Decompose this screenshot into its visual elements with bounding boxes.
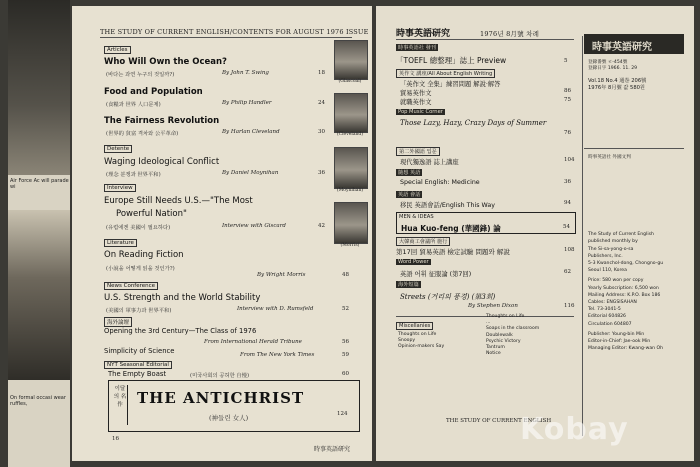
misc-item: Tantrum [486,345,505,351]
section-misc: Miscellanies [396,322,433,330]
section-news: News Conference [104,282,158,290]
masthead-line: 1976年 8月號 값 580원 [588,84,645,91]
section-label: 大韓商工會議所 施行 [396,237,450,246]
portrait-photo [334,202,368,244]
misc-right-list [486,314,539,357]
entry-title: Simplicity of Science [104,347,175,355]
photo-officer [8,0,70,175]
item-page: 108 [564,247,575,253]
entry-title: U.S. Strength and the World Stability [104,293,261,303]
contents-left-page [72,6,372,461]
item-title: Special English: Medicine [400,179,480,186]
strip-caption-1: Air Force Ac will parade wi [10,178,69,190]
adjacent-page-strip [8,0,70,467]
entry-author: From The New York Times [240,352,315,358]
entry-author: By Wright Morris [257,272,306,278]
entry-page: 48 [342,272,349,278]
entry-title-cont: Powerful Nation" [116,209,187,219]
entry-sub: (食糧과 世界 人口문제) [106,102,161,108]
item-page: 75 [564,97,571,103]
entry-page: 52 [342,306,349,312]
side-line: The Si-sa-yong-o-sa [588,246,634,252]
photo-woman [8,210,70,380]
item-title: 「TOEFL 總整理」誌上 Preview [396,56,507,65]
misc-item: Opinion-makers Say [398,344,445,350]
side-line: Mailing Address: K.P.O. Box 186 [588,292,661,298]
item-title: 移民 英語會話/English This Way [400,202,495,209]
strip-caption-2: On formal occasi wear ruffles, [10,395,66,407]
portrait-caption: (Moynihan) [336,188,364,193]
entry-sub: (理念 분쟁과 世界平和) [106,172,161,178]
item-title: 「英作文 全集」練習問題 解說·解答 [400,81,501,88]
column-divider [582,36,583,436]
misc-item: Notice [486,351,501,357]
side-line: published monthly by [588,239,638,245]
entry-page: 56 [342,339,349,345]
item-page: 62 [564,269,571,275]
men-ideas-box [396,212,576,234]
antichrist-page: 124 [337,411,348,417]
side-line: Publishers, Inc. [588,253,623,259]
item-author: By Stephen Dixon [468,303,518,309]
masthead-box [584,34,684,54]
side-line: Tel. 73-3041-5 [588,307,621,313]
side-line: 時事英語社 外國文判 [588,155,631,160]
entry-page: 30 [318,129,325,135]
section-label: 英作文 講座/All About English Writing [396,69,495,78]
entry-title: The Fairness Revolution [104,116,220,126]
entry-title: Waging Ideological Conflict [104,157,220,167]
entry-title: On Reading Fiction [104,250,184,260]
misc-item: Thoughts on Life [398,332,437,337]
side-line: Seoul 110, Korea [588,268,627,274]
entry-page: 18 [318,70,325,76]
item-page: 116 [564,303,575,309]
section-label: 隨想 英語 [398,170,421,176]
entry-title: Opening the 3rd Century—The Class of 1976 [104,327,257,335]
side-line: Editor-in-Chief: Jae-ook Min [588,339,651,345]
side-line: Managing Editor: Kwang-wan Oh [588,346,664,352]
portrait-photo [334,40,368,80]
item-title: Streets (거리의 풍경) (第3회) [400,293,496,301]
antichrist-title: THE ANTICHRIST [137,389,305,407]
entry-author: From International Herald Tribune [204,339,302,345]
entry-sub: (世界的 貧富 격차와 公平革命) [106,131,179,137]
item-title: Hua Kuo-feng (華國鋒) 論 [401,224,501,233]
right-header-title: 時事英語研究 [396,29,451,39]
item-title: 貿易英作文 [400,90,432,97]
entry-page: 36 [318,170,325,176]
side-rule [584,148,684,149]
masthead-line: 登錄番號 ㄹ-454號 [588,60,628,65]
section-label: Pop Music Corner [398,109,443,115]
side-line: Cables: ENGSISAHAN [588,300,637,306]
masthead-title: 時事英語研究 [592,42,652,53]
portrait-photo [334,93,368,133]
section-label: MEN & IDEAS [399,214,434,220]
masthead-line: Vol.18 No.4 通巻 206號 [588,78,647,85]
item-title: 現代獨逸語 誌上講座 [400,159,459,166]
antichrist-sub: (神들린 女人) [209,414,249,422]
entry-title: The Empty Boast [108,370,167,378]
entry-author: By Philip Handler [222,100,272,106]
entry-sub: (小說을 어떻게 읽을 것인가?) [106,266,175,272]
section-label: Word Power [398,259,429,265]
entry-sub: (바다는 과연 누구의 것일까?) [106,72,175,78]
antichrist-label: 이달의 名作 [113,385,128,425]
item-page: 54 [563,224,570,230]
misc-item: Psychic Victory [486,338,521,344]
page-number-left: 16 [112,436,119,442]
footer-magazine-right: THE STUDY OF CURRENT ENGLISH [446,418,552,424]
item-page: 76 [564,130,571,136]
item-page: 94 [564,200,571,206]
entry-sub: (미국사회의 공허한 自慢) [190,373,250,379]
page-header: THE STUDY OF CURRENT ENGLISH/CONTENTS FOR AUGUST 1976 ISSUE [100,28,369,36]
footer-magazine: 時事英語研究 [314,446,351,453]
item-title: 第17回 貿易英語 檢定試驗 問題와 解說 [396,248,510,256]
side-line: Editorial 604826 [588,314,626,320]
item-title: 就職英作文 [400,99,432,106]
right-header-rule [396,39,574,40]
entry-author: Interview with D. Rumsfeld [237,306,314,312]
misc-item: Thoughts on Life [486,314,525,319]
side-line: The Study of Current English [588,232,654,238]
entry-page: 60 [342,371,349,377]
section-literature: Literature [104,239,137,247]
entry-page: 42 [318,223,325,229]
section-label: 時事英語社 發刊 [398,45,436,51]
misc-rule [396,316,574,317]
portrait-caption: (Glascoal) [338,79,362,84]
side-line: Publisher: Young-bin Min [588,331,645,337]
entry-author: Interview with Giscard [222,223,286,229]
item-page: 86 [564,88,571,94]
misc-item: Snoopy [398,338,416,344]
item-page: 36 [564,179,571,185]
entry-sub: (유럽에겐 美國이 필요하다) [106,225,171,231]
masthead-info [588,60,646,91]
section-label: 第二外國語 입문 [396,147,440,156]
item-title: Those Lazy, Hazy, Crazy Days of Summer [400,119,547,127]
publisher-column [588,154,663,352]
entry-page: 59 [342,352,349,358]
misc-item: ... [486,320,491,326]
section-nyt: NYT Seasonal Editorial [104,361,172,369]
misc-item: Doublewalk [486,332,513,338]
item-page: 5 [564,58,568,64]
entry-author: By Daniel Moynihan [222,170,279,176]
entry-author: By Harlan Cleveland [222,129,280,135]
misc-left-list [398,332,444,351]
section-detente: Detente [104,145,132,153]
watermark-logo: Kobay [520,412,629,447]
portrait-caption: (Cleveland) [336,132,364,137]
entry-author: By John T. Swing [222,70,269,76]
portrait-photo [334,147,368,189]
item-title: 英語 어휘 征服論 (第7回) [400,271,472,278]
entry-sub: (美國의 軍事力과 世界平和) [106,308,172,314]
antichrist-box [108,380,360,432]
contents-right-page [376,6,694,461]
section-label: 海外短篇 [398,282,419,288]
side-line: Price: 580 won per copy [588,278,644,284]
entry-title: Who Will Own the Ocean? [104,57,227,67]
portrait-caption: (Morris) [340,243,360,248]
entry-title: Food and Population [104,87,203,97]
entry-page: 24 [318,100,325,106]
masthead-line: 登錄日字 1966. 11. 29 [588,66,638,72]
header-rule [100,37,352,38]
right-header-date: 1976년 8月號 차례 [480,30,540,38]
side-line: Circulation 604807 [588,321,632,327]
section-interview: Interview [104,184,136,192]
section-articles: Articles [104,46,131,54]
item-page: 104 [564,157,575,163]
entry-title: Europe Still Needs U.S.—"The Most [104,196,253,206]
section-label: 英語 會話 [398,192,421,198]
misc-item: Soaps in the classroom [486,326,540,332]
section-overseas: 海外論壇 [104,317,132,327]
side-line: Yearly Subscription: 6,500 won [588,285,659,291]
side-line: 5-3 Kwanchol-dong, Chongno-gu [588,261,664,267]
